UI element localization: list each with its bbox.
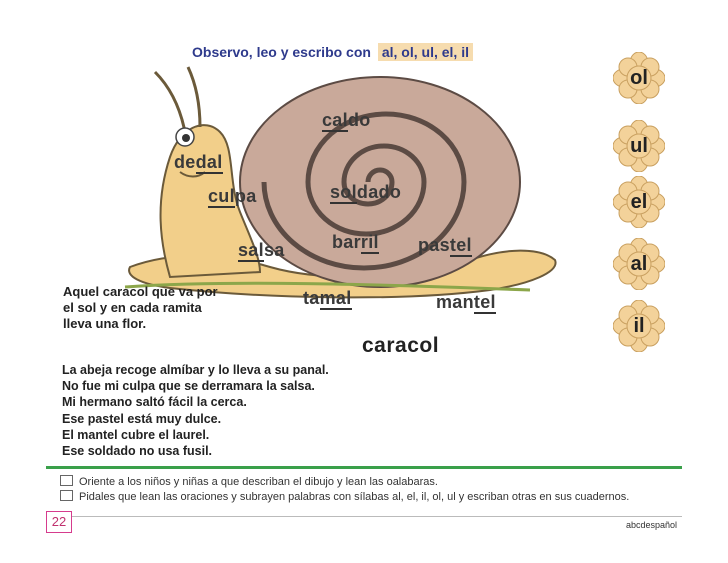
- page-title: [192, 44, 473, 60]
- sentence: Ese pastel está muy dulce.: [62, 411, 222, 426]
- snail-antenna-right: [188, 67, 200, 127]
- flower-label: al: [630, 253, 648, 275]
- word-barril: barril: [332, 232, 379, 252]
- sentence: Ese soldado no usa fusil.: [62, 444, 213, 459]
- word-caldo: caldo: [322, 110, 371, 130]
- teacher-note: Oriente a los niños y niñas a que describan el dibujo y lean las oalabaras.: [60, 475, 438, 488]
- poem: [63, 284, 218, 332]
- title-prefix: Observo, leo y escribo con: [192, 44, 375, 60]
- footer-rule: [46, 516, 682, 517]
- teacher-note: Pidales que lean las oraciones y subrayen palabras con sílabas al, el, il, ol, ul y escriban otras en sus cuadernos.: [60, 490, 629, 503]
- word-soldado: soldado: [330, 182, 402, 202]
- flower-label: il: [633, 315, 645, 337]
- book-icon: [60, 475, 73, 486]
- flower-al: [613, 238, 665, 290]
- page-number: 22: [46, 511, 72, 533]
- sentence: La abeja recoge almíbar y lo lleva a su panal.: [62, 363, 329, 377]
- flower-ul: [613, 120, 665, 172]
- flower-il: [613, 300, 665, 352]
- sentence: No fue mi culpa que se derramara la salsa.: [62, 379, 315, 394]
- poem-line: Aquel caracol que va por: [63, 284, 218, 299]
- snail-antenna-left: [155, 72, 185, 132]
- poem-line: el sol y en cada ramita: [63, 300, 202, 315]
- sentence: Mi hermano saltó fácil la cerca.: [62, 395, 247, 410]
- word-culpa: culpa: [208, 186, 257, 206]
- word-salsa: salsa: [238, 240, 285, 260]
- sentences: [62, 362, 329, 459]
- poem-line: lleva una flor.: [63, 316, 147, 331]
- word-dedal: dedal: [174, 152, 223, 172]
- word-pastel: pastel: [418, 235, 472, 255]
- divider: [46, 466, 682, 469]
- book-icon: [60, 490, 73, 501]
- flower-label: el: [630, 191, 648, 213]
- flower-el: [613, 176, 665, 228]
- brand-name: abcdespañol: [626, 520, 678, 530]
- flower-label: ul: [630, 135, 648, 157]
- title-syllables: al, ol, ul, el, il: [378, 43, 473, 61]
- snail-pupil: [182, 134, 190, 142]
- word-tamal: tamal: [303, 288, 352, 308]
- word-mantel: mantel: [436, 292, 496, 312]
- sentence: El mantel cubre el laurel.: [62, 427, 210, 442]
- flower-label: ol: [630, 67, 648, 89]
- word-caracol: caracol: [362, 334, 440, 357]
- flower-ol: [613, 52, 665, 104]
